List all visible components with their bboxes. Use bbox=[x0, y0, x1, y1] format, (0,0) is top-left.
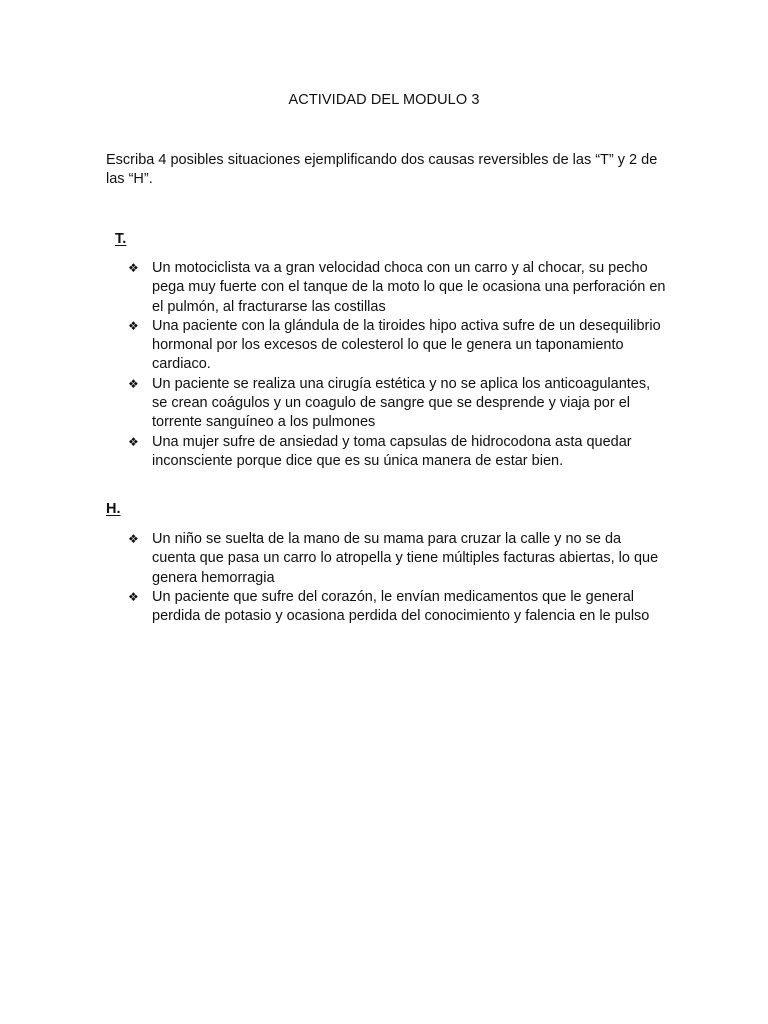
list-item-text: Un motociclista va a gran velocidad choca con un carro y al chocar, su pecho pega muy fuerte con el tanque de la moto lo que le ocasiona una perforación en el pulmón, al fracturarse las costillas bbox=[152, 260, 666, 315]
list-item bbox=[128, 588, 668, 627]
list-item bbox=[128, 259, 668, 317]
list-item-text: Un paciente se realiza una cirugía estética y no se aplica los anticoagulantes, se crean coágulos y un coagulo de sangre que se desprende y viaja por el torrente sanguíneo a los pulmones bbox=[152, 375, 651, 431]
document-title: ACTIVIDAD DEL MODULO 3 bbox=[288, 92, 480, 108]
list-item-text: Una mujer sufre de ansiedad y toma capsulas de hidrocodona asta quedar inconsciente porque dice que es su única manera de estar bien. bbox=[152, 433, 632, 469]
section-heading-h: H. bbox=[106, 501, 121, 517]
diamond-dots-bullet-icon: ❖ bbox=[128, 318, 139, 333]
diamond-dots-bullet-icon: ❖ bbox=[128, 434, 139, 449]
h-causes-list bbox=[128, 530, 668, 626]
list-item-text: Un niño se suelta de la mano de su mama para cruzar la calle y no se da cuenta que pasa un carro lo atropella y tiene múltiples facturas abiertas, lo que genera hemorragia bbox=[152, 531, 659, 586]
diamond-dots-bullet-icon: ❖ bbox=[128, 532, 139, 546]
list-item bbox=[128, 375, 668, 433]
list-item bbox=[128, 433, 668, 472]
intro-paragraph: Escriba 4 posibles situaciones ejemplificando dos causas reversibles de las “T” y 2 de las “H”. bbox=[106, 152, 658, 187]
t-causes-list bbox=[128, 259, 668, 471]
list-item bbox=[128, 530, 668, 588]
list-item-text: Una paciente con la glándula de la tiroides hipo activa sufre de un desequilibrio hormonal por los excesos de colesterol lo que le genera un taponamiento cardiaco. bbox=[152, 317, 661, 373]
diamond-dots-bullet-icon: ❖ bbox=[128, 589, 139, 604]
diamond-dots-bullet-icon: ❖ bbox=[128, 376, 139, 391]
section-heading-t: T. bbox=[115, 231, 127, 247]
list-item bbox=[128, 317, 668, 375]
diamond-dots-bullet-icon: ❖ bbox=[128, 261, 139, 275]
list-item-text: Un paciente que sufre del corazón, le envían medicamentos que le general perdida de potasio y ocasiona perdida del conocimiento y falencia en le pulso bbox=[152, 588, 650, 625]
